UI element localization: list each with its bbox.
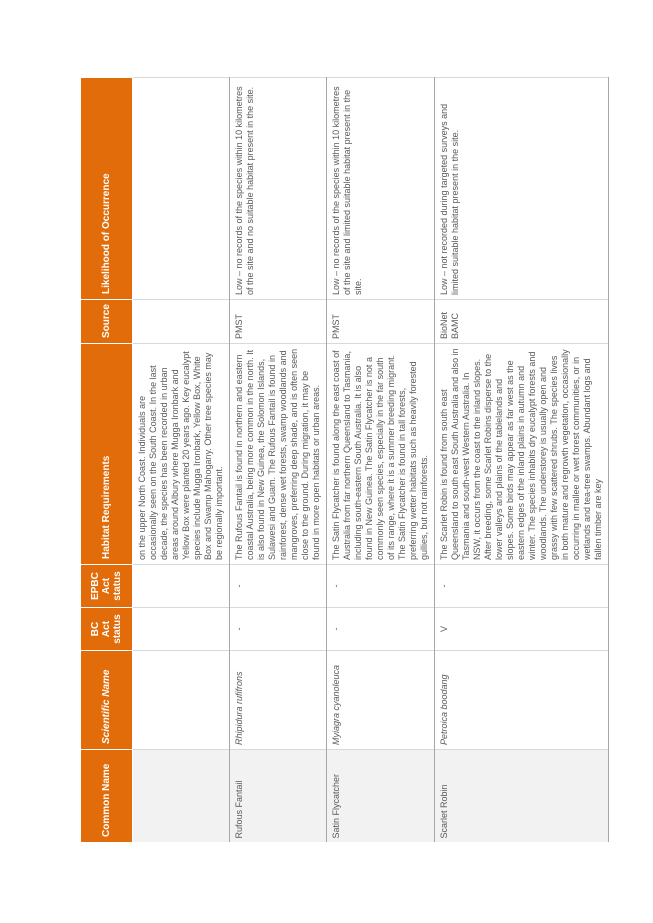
common-name-cell: Rufous Fantail bbox=[230, 750, 327, 843]
likelihood-cell: Low – not recorded during targeted surveys and limited suitable habitat present in the site. bbox=[435, 78, 609, 300]
likelihood-cell bbox=[133, 78, 230, 300]
source-cell bbox=[230, 300, 327, 344]
source-line: PMST bbox=[234, 313, 244, 339]
table-row bbox=[435, 78, 609, 843]
likelihood-cell: Low – no records of the species within 10 kilometres of the site and limited suitable habitat present in the site. bbox=[327, 78, 435, 300]
likelihood-cell: Low – no records of the species within 10 kilometres of the site and no suitable habitat present in the site. bbox=[230, 78, 327, 300]
source-line: BAMC bbox=[450, 312, 460, 339]
header-likelihood: Likelihood of Occurrence bbox=[81, 78, 133, 300]
header-bc-act-status: BC Act status bbox=[81, 608, 133, 651]
habitat-cell: on the upper North Coast. Individuals are occasionally seen on the South Coast. In the last decade, the species has been recorded in urban areas around Albury where Mugga Ironbark and Yellow Box were planted 20 years ago. Key eucalypt species include Mugga Ironbark, Yellow Box, White Box and Swamp Mahogany. Other tree species may be regionally important. bbox=[133, 344, 230, 565]
epbc-status-cell: - bbox=[327, 565, 435, 608]
bc-status-cell: - bbox=[230, 608, 327, 651]
source-cell bbox=[133, 300, 230, 344]
header-habitat-requirements: Habitat Requirements bbox=[81, 344, 133, 565]
common-name-cell: Scarlet Robin bbox=[435, 750, 609, 843]
header-scientific-name: Scientific Name bbox=[81, 651, 133, 750]
table-row bbox=[230, 78, 327, 843]
common-name-cell: Satin Flycatcher bbox=[327, 750, 435, 843]
table-row bbox=[327, 78, 435, 843]
epbc-status-cell: - bbox=[435, 565, 609, 608]
common-name-cell bbox=[133, 750, 230, 843]
scientific-name-cell: Myiagra cyanoleuca bbox=[327, 651, 435, 750]
header-common-name: Common Name bbox=[81, 750, 133, 843]
source-cell bbox=[327, 300, 435, 344]
habitat-cell: The Rufous Fantail is found in northern and eastern coastal Australia, being more common in the north. It is also found in New Guinea, the Solomon Islands, Sulawesi and Guam. The Rufous Fantail is found in rainforest, dense wet forests, swamp woodlands and mangroves, preferring deep shade, and is often seen close to the ground. During migration, it may be found in more open habitats or urban areas. bbox=[230, 344, 327, 565]
epbc-status-cell bbox=[133, 565, 230, 608]
source-line: BioNet bbox=[439, 311, 449, 339]
epbc-status-cell: - bbox=[230, 565, 327, 608]
bc-status-cell bbox=[133, 608, 230, 651]
bc-status-cell: - bbox=[327, 608, 435, 651]
source-line: PMST bbox=[331, 313, 341, 339]
header-row bbox=[81, 78, 133, 843]
rotated-page bbox=[80, 78, 603, 843]
habitat-cell: The Scarlet Robin is found from south east Queensland to south east South Australia and also in Tasmania and south-west Western Australia. In NSW, it occurs from the coast to the inland slopes. After breeding, some Scarlet Robins disperse to the lower valleys and plains of the tablelands and slopes. Some birds may appear as far west as the eastern edges of the inland plains in autumn and winter. The species inhabits dry eucalypt forests and woodlands. The understorey is usually open and grassy with few scattered shrubs. The species lives in both mature and regrowth vegetation, occasionally occurring in mallee or wet forest communities, or in wetlands and tea-tree swamps. Abundant logs and fallen timber are key bbox=[435, 344, 609, 565]
bc-status-cell: V bbox=[435, 608, 609, 651]
scientific-name-cell: Rhipidura rufifrons bbox=[230, 651, 327, 750]
table-row bbox=[133, 78, 230, 843]
scientific-name-cell: Petroica boodang bbox=[435, 651, 609, 750]
species-table bbox=[80, 77, 609, 843]
habitat-cell: The Satin Flycatcher is found along the east coast of Australia from far northern Queensland to Tasmania, including south-eastern South Australia. It is also found in New Guinea. The Satin Flycatcher is not a commonly seen species, especially in the far south of its range, where it is a summer breeding migrant. The Satin Flycatcher is found in tall forests, preferring wetter habitats such as heavily forested gullies, but not rainforests. bbox=[327, 344, 435, 565]
header-source: Source bbox=[81, 300, 133, 344]
scientific-name-cell bbox=[133, 651, 230, 750]
source-cell bbox=[435, 300, 609, 344]
header-epbc-act-status: EPBC Act status bbox=[81, 565, 133, 608]
